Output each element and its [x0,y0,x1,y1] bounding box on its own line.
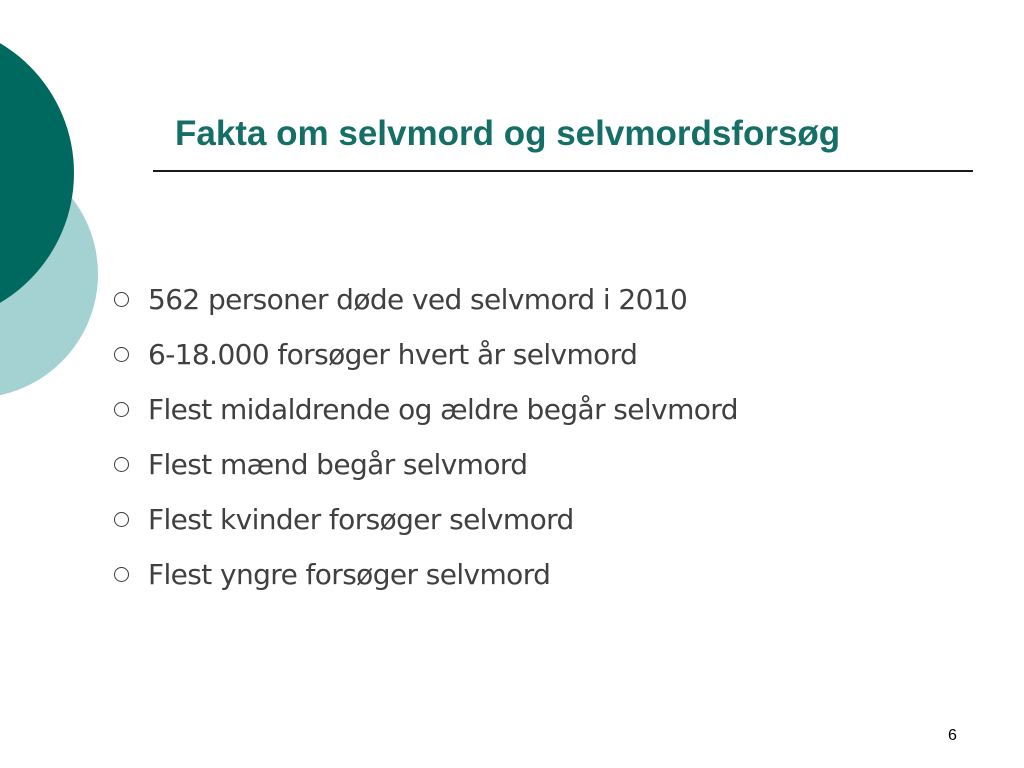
list-item [112,492,738,547]
hollow-circle-bullet-icon [114,402,129,417]
bullet-text: 562 personer døde ved selvmord i 2010 [148,283,688,316]
list-item [112,437,738,492]
list-item [112,382,738,437]
bullet-text: 6-18.000 forsøger hvert år selvmord [148,338,638,371]
page-number: 6 [948,727,957,744]
list-item [112,327,738,382]
hollow-circle-bullet-icon [114,567,129,582]
hollow-circle-bullet-icon [114,457,129,472]
list-item [112,547,738,602]
hollow-circle-bullet-icon [114,347,129,362]
bullet-text: Flest mænd begår selvmord [148,448,528,481]
bullet-list [112,272,738,602]
slide-title: Fakta om selvmord og selvmordsforsøg [175,114,841,153]
bullet-text: Flest midaldrende og ældre begår selvmord [148,393,738,426]
bullet-text: Flest kvinder forsøger selvmord [148,503,574,536]
list-item [112,272,738,327]
hollow-circle-bullet-icon [114,512,129,527]
hollow-circle-bullet-icon [114,292,129,307]
bullet-text: Flest yngre forsøger selvmord [148,558,551,591]
title-underline [153,170,973,172]
